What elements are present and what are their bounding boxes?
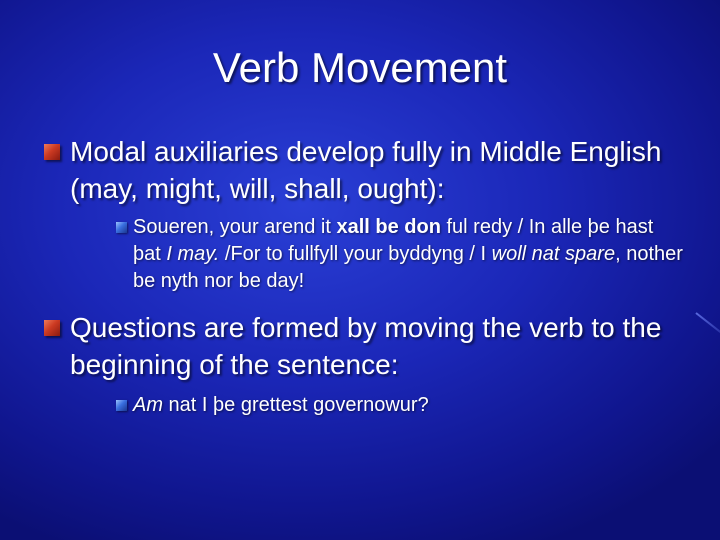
sub-bullet-square-icon	[116, 400, 127, 411]
bullet-square-icon	[44, 320, 60, 336]
bullet-text: Modal auxiliaries develop fully in Middle English (may, might, will, shall, ought):	[70, 136, 662, 204]
quote-bold-segment: xall be don	[336, 216, 441, 238]
quote-segment: /For to fullfyll your byddyng / I	[219, 243, 492, 265]
bullet-square-icon	[44, 144, 60, 160]
example-italic-segment: Am	[133, 394, 163, 416]
quote-segment: ful redy / In alle þe hast þat	[133, 216, 654, 265]
sub-bullet-square-icon	[116, 222, 127, 233]
sub-bullet-text	[116, 392, 686, 419]
sub-bullet-middle-english-quote	[116, 214, 686, 295]
bullet-modal-auxiliaries	[44, 133, 694, 207]
quote-italic-segment: woll nat spare	[491, 243, 616, 265]
sub-bullet-text	[116, 214, 686, 295]
decorative-line	[695, 312, 720, 335]
bullet-text: Questions are formed by moving the verb to the beginning of the sentence:	[70, 312, 662, 380]
quote-italic-segment: I may.	[166, 243, 220, 265]
quote-segment: Soueren, your arend it	[133, 216, 337, 238]
bullet-questions	[44, 309, 694, 383]
sub-bullet-question-example	[116, 392, 686, 419]
quote-segment: , nother be nyth nor be day!	[133, 243, 683, 292]
example-segment: nat I þe grettest governowur?	[163, 394, 429, 416]
slide-title: Verb Movement	[212, 44, 508, 91]
